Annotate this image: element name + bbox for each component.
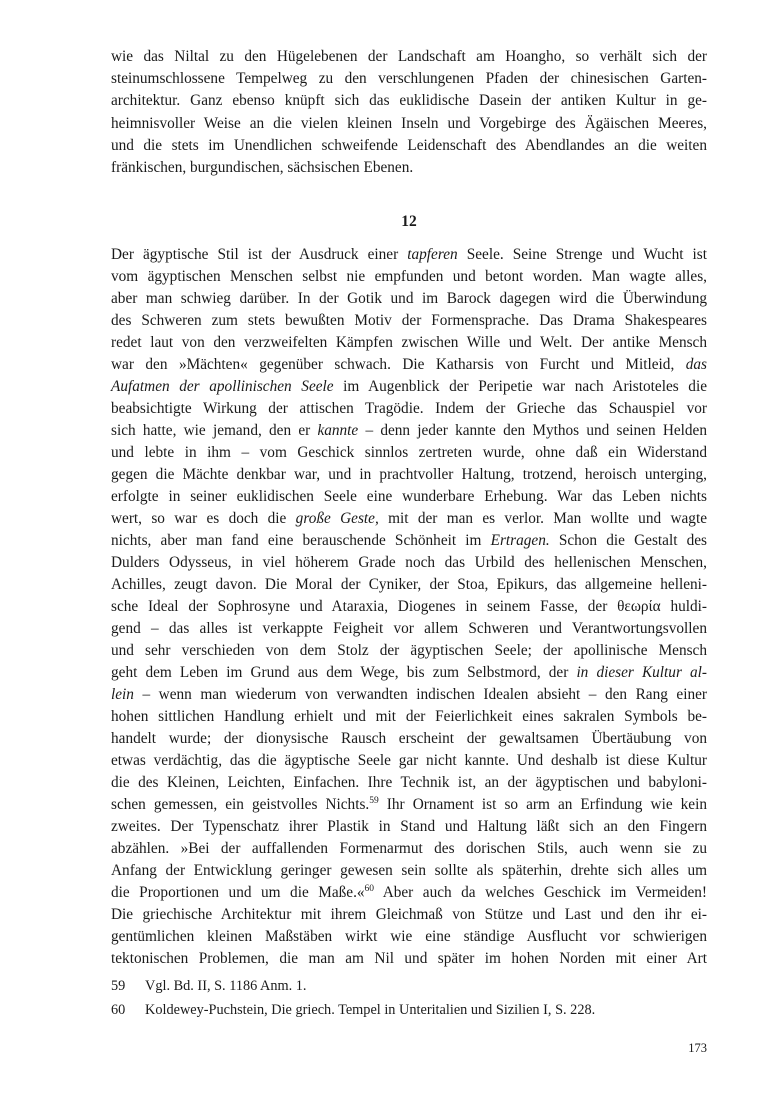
page-number: 173 [688, 1041, 707, 1055]
text-line: Dulders Odysseus, in viel höherem Grade noch das Urbild des hellenischen Menschen, [111, 554, 707, 571]
text-line: Anfang der Entwicklung geringer gewesen sein sollte als späterhin, drehte sich alles um [111, 862, 707, 879]
emphasis: in dieser Kultur al- [576, 664, 708, 681]
emphasis: kannte [317, 422, 359, 439]
text-line: geht dem Leben im Grund aus dem Wege, bis zum Selbstmord, der in dieser Kultur al- [111, 664, 708, 681]
text-line: vom ägyptischen Menschen selbst nie empfunden und betont worden. Man wagte alles, [111, 268, 707, 285]
text-line: gegen die Mächte denkbar war, und in prachtvoller Haltung, trotzend, heroisch unterging, [111, 466, 707, 483]
text-line: Aufatmen der apollinischen Seele im Augenblick der Peripetie war nach Aristoteles die [111, 378, 707, 395]
text-line: und lebte in ihm – vom Geschick sinnlos zertreten wurde, ohne daß ein Widerstand [111, 444, 707, 461]
text-line: schen gemessen, ein geistvolles Nichts.$^{59}$ Ihr Ornament ist so arm an Erfindung wie kein [111, 796, 707, 813]
text-line: und die stets im Unendlichen schweifende Leidenschaft des Abendlandes an die weiten [111, 137, 707, 154]
text-line: heimnisvoller Weise an die vielen kleinen Inseln und Vorgebirge des Ägäischen Meeres, [111, 115, 707, 132]
emphasis: das [685, 356, 707, 373]
text-line: und sehr verschieden von dem Stolz der ägyptischen Seele; der apollinische Mensch [111, 642, 707, 659]
text-line: fränkischen, burgundischen, sächsischen Ebenen. [111, 159, 414, 176]
text-line: gentümlichen kleinen Maßstäben wirkt wie eine ständige Ausflucht vor schwierigen [111, 928, 707, 945]
footnote [111, 1000, 707, 1020]
emphasis: Ertragen. [490, 532, 550, 549]
footnote-number: 60 [111, 1002, 126, 1018]
text-line: wie das Niltal zu den Hügelebenen der Landschaft am Hoangho, so verhält sich der [111, 48, 707, 65]
text-line: nichts, aber man fand eine berauschende Schönheit im Ertragen. Schon die Gestalt des [111, 532, 707, 549]
text-line: zweites. Der Typenschatz ihrer Plastik in Stand und Haltung läßt sich an den Fingern [111, 818, 707, 835]
text-line: aber man schwieg darüber. In der Gotik und im Barock dagegen wird die Überwindung [111, 290, 707, 307]
text-line: erfolgte in seiner euklidischen Seele eine wunderbare Erhebung. War das Leben nichts [111, 488, 707, 505]
text-line: hohen sittlichen Handlung erhielt und mit der Feierlichkeit eines sakralen Symbols be- [111, 708, 707, 725]
footnote [111, 976, 707, 996]
text-line: beabsichtigte Wirkung der attischen Tragödie. Indem der Grieche das Schauspiel vor [111, 400, 707, 417]
footnote-ref[interactable]: 60 [364, 884, 375, 894]
text-line: sche Ideal der Sophrosyne und Ataraxia, Diogenes in seinem Fasse, der θεωρία huldi- [111, 598, 707, 615]
text-line: etwas verdächtig, das die ägyptische Seele gar nicht kannte. Und deshalb ist diese Kultur [111, 752, 707, 769]
text-line: handelt wurde; der dionysische Rausch erscheint der gewaltsamen Übertäubung von [111, 730, 707, 747]
text-line: redet laut von den verzweifelten Kämpfen zwischen Wille und Welt. Der antike Mensch [111, 334, 707, 351]
section-number: 12 [401, 213, 417, 230]
text-line: abzählen. »Bei der auffallenden Formenarmut des dorischen Stils, auch wenn sie zu [111, 840, 707, 857]
text-line: die des Kleinen, Leichten, Einfachen. Ihre Technik ist, an der ägyptischen und babyloni- [111, 774, 707, 791]
emphasis: Aufatmen der apollinischen Seele [111, 378, 334, 395]
text-line: war den »Mächten« gegenüber schwach. Die Katharsis von Furcht und Mitleid, das [111, 356, 707, 373]
text-line: Der ägyptische Stil ist der Ausdruck einer tapferen Seele. Seine Strenge und Wucht ist [111, 246, 707, 263]
text-line: tektonischen Problemen, die man am Nil und später im hohen Norden mit einer Art [111, 950, 707, 967]
emphasis: große Geste, [295, 510, 379, 527]
text-line: Die griechische Architektur mit ihrem Gleichmaß von Stütze und Last und den ihr ei- [111, 906, 707, 923]
text-line: sich hatte, wie jemand, den er kannte – denn jeder kannte den Mythos und seinen Helden [111, 422, 707, 439]
footnote-text: Vgl. Bd. II, S. 1186 Anm. 1. [145, 978, 307, 994]
text-line: Achilles, zeugt davon. Die Moral der Cyniker, der Stoa, Epikurs, das allgemeine helleni- [111, 576, 707, 593]
footnote-text: Koldewey-Puchstein, Die griech. Tempel in Unteritalien und Sizilien I, S. 228. [145, 1002, 596, 1018]
footnote-ref[interactable]: 59 [369, 796, 379, 806]
text-line: wert, so war es doch die große Geste, mit der man es verlor. Man wollte und wagte [111, 510, 707, 527]
text-line: die Proportionen und um die Maße.«$^{60}$ Aber auch da welches Geschick im Vermeiden! [111, 884, 707, 901]
footnote-number: 59 [111, 978, 126, 994]
text-line: des Schweren zum stets bewußten Motiv der Formensprache. Das Drama Shakespeares [111, 312, 707, 329]
text-line: lein – wenn man wiederum von verwandten indischen Idealen absieht – den Rang einer [111, 686, 707, 703]
text-line: gend – das alles ist verkappte Feigheit vor allem Schweren und Verantwortungsvollen [111, 620, 707, 637]
text-line: steinumschlossene Tempelweg zu den verschlungenen Pfaden der chinesischen Garten- [111, 70, 707, 87]
text-line: architektur. Ganz ebenso knüpft sich das euklidische Dasein der antiken Kultur in ge- [111, 92, 707, 109]
emphasis: lein [111, 686, 134, 703]
emphasis: tapferen [407, 246, 458, 263]
